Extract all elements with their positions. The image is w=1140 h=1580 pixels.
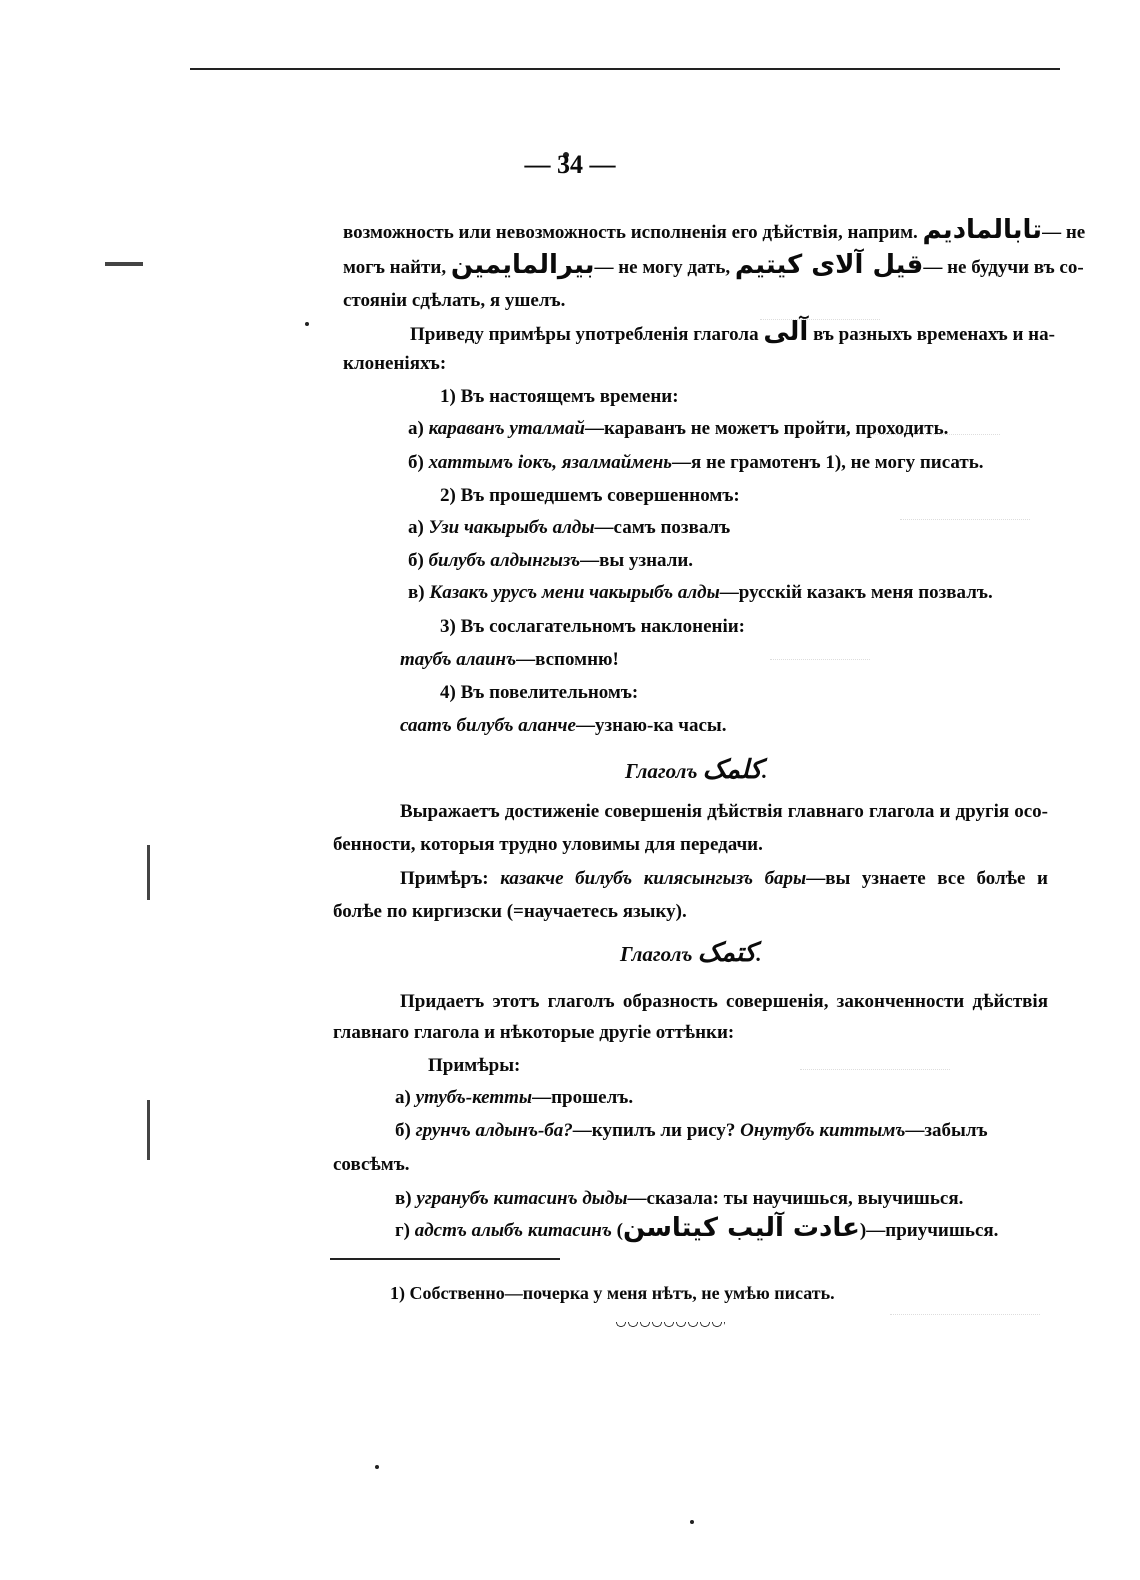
text-segment: —забылъ [905, 1120, 988, 1141]
bleed-through-area [770, 645, 870, 660]
section-heading: Глаголъ کتمک. [620, 938, 762, 968]
text-line [408, 417, 948, 441]
text-line [400, 867, 1048, 891]
text-line [343, 215, 1086, 245]
arabic-word: قیل آلای کیتیم [734, 250, 924, 280]
text-line [400, 648, 619, 672]
section-heading: Глаголъ کلمک. [625, 755, 768, 785]
arabic-word: کتمک [697, 938, 757, 968]
bleed-through-area [900, 505, 1030, 520]
text-segment: могъ найти, [343, 257, 447, 278]
speck [690, 1520, 694, 1524]
footnote: 1) Собственно—почерка у меня нѣтъ, не умѣю писать. [390, 1283, 835, 1303]
text-line [395, 1086, 633, 1110]
text-line: 2) Въ прошедшемъ совершенномъ: [440, 485, 740, 506]
italic-term: билубъ алдынгызъ [428, 550, 581, 571]
italic-term: казакче билубъ килясынгызъ бары [500, 868, 807, 889]
arabic-word: بیرالمایمین [450, 250, 595, 280]
text-line [408, 549, 693, 573]
text-segment: —приучишься. [866, 1220, 999, 1241]
italic-term: Казакъ урусъ мени чакырыбъ алды [429, 582, 720, 603]
text-segment: а) [408, 517, 424, 538]
footnote-rule [330, 1258, 560, 1260]
text-segment: —узнаю-ка часы. [575, 715, 727, 736]
text-segment: —вы узнаете все болѣе и [806, 868, 1048, 889]
text-line: Примѣры: [428, 1055, 521, 1076]
text-segment: —купилъ ли рису? [572, 1120, 736, 1141]
text-segment: —сказала: ты научишься, выучишься. [627, 1188, 964, 1209]
text-line: клоненіяхъ: [343, 353, 447, 374]
speck [305, 322, 309, 326]
arabic-word: کلمک [702, 755, 762, 785]
text-segment: возможность или невозможность исполненія его дѣйствія, наприм. [343, 222, 918, 243]
text-line [408, 516, 730, 540]
text-line: 1) Въ настоящемъ времени: [440, 386, 679, 407]
italic-term: Узи чакырыбъ алды [428, 517, 595, 538]
text-segment: —я не грамотенъ 1), не могу писать. [671, 452, 984, 473]
text-line [400, 714, 727, 738]
text-line [408, 451, 984, 475]
arabic-word: تابالمادیم [922, 215, 1043, 245]
text-line: г) адстъ алыбъ китасинъ (عادت آلیب کیتاسن)—приучишься. [395, 1213, 999, 1243]
top-rule [190, 68, 1060, 70]
text-segment: —прошелъ. [532, 1087, 634, 1108]
text-line: Придаетъ этотъ глаголъ образность совершенія, законченности дѣйствія [400, 991, 1048, 1012]
text-line: стояніи сдѣлать, я ушелъ. [343, 290, 566, 311]
text-line: главнаго глагола и нѣкоторые другіе оттѣнки: [333, 1022, 735, 1043]
arabic-word: آلی [763, 317, 809, 347]
text-segment: — не могу дать, [594, 257, 731, 278]
text-line: 4) Въ повелительномъ: [440, 682, 639, 703]
text-line [395, 1119, 988, 1143]
margin-mark [105, 262, 143, 266]
heading-word: Глаголъ [620, 942, 693, 966]
margin-mark [147, 845, 150, 900]
text-segment: —вы узнали. [580, 550, 694, 571]
arabic-word: عادت آلیب کیتاسن [622, 1213, 860, 1243]
text-line [395, 1187, 963, 1211]
text-segment: б) [408, 452, 424, 473]
bleed-through-area [800, 1055, 950, 1070]
text-line: бенности, которыя трудно уловимы для передачи. [333, 834, 763, 855]
text-segment: —вспомню! [516, 649, 619, 670]
text-segment: въ разныхъ временахъ и на- [813, 324, 1055, 345]
italic-term: утубъ-кетты [415, 1087, 533, 1108]
text-segment: — не будучи въ со- [923, 257, 1084, 278]
text-segment: г) [395, 1220, 410, 1241]
bleed-through-area [890, 1300, 1040, 1315]
text-segment: —караванъ не можетъ пройти, проходить. [584, 418, 949, 439]
italic-term: таубъ алаинъ [400, 649, 517, 670]
text-segment: —русскій казакъ меня позвалъ. [719, 582, 993, 603]
text-line [410, 317, 1055, 347]
margin-mark [147, 1100, 150, 1160]
text-segment: б) [408, 550, 424, 571]
text-segment: —самъ позвалъ [594, 517, 731, 538]
text-segment: Приведу примѣры употребленія глагола [410, 324, 759, 345]
text-segment: — не [1042, 222, 1086, 243]
italic-term: адстъ алыбъ китасинъ [414, 1220, 612, 1241]
text-line: Выражаетъ достиженіе совершенія дѣйствія главнаго глагола и другія осо- [400, 801, 1048, 822]
text-segment: а) [408, 418, 424, 439]
text-line [343, 250, 1084, 280]
ornament-tilde [615, 1322, 725, 1328]
text-segment: в) [408, 582, 425, 603]
text-line [408, 581, 993, 605]
italic-term: караванъ уталмай [428, 418, 585, 439]
heading-word: Глаголъ [625, 759, 698, 783]
text-segment: в) [395, 1188, 412, 1209]
italic-term: грунчъ алдынъ-ба? [415, 1120, 573, 1141]
text-segment: б) [395, 1120, 411, 1141]
italic-term: угранубъ китасинъ дыды [416, 1188, 628, 1209]
italic-term: хаттымъ іокъ, язалмаймень [428, 452, 672, 473]
text-line: болѣе по киргизски (=научаетесь языку). [333, 901, 687, 922]
speck [375, 1465, 379, 1469]
italic-term: саатъ билубъ аланче [400, 715, 576, 736]
italic-term: Онутубъ киттымъ [740, 1120, 906, 1141]
page-number: — 34 — [524, 150, 616, 179]
text-line: 3) Въ сослагательномъ наклоненіи: [440, 616, 746, 637]
text-segment: а) [395, 1087, 411, 1108]
text-line: совсѣмъ. [333, 1154, 410, 1175]
text-segment: Примѣръ: [400, 868, 489, 889]
